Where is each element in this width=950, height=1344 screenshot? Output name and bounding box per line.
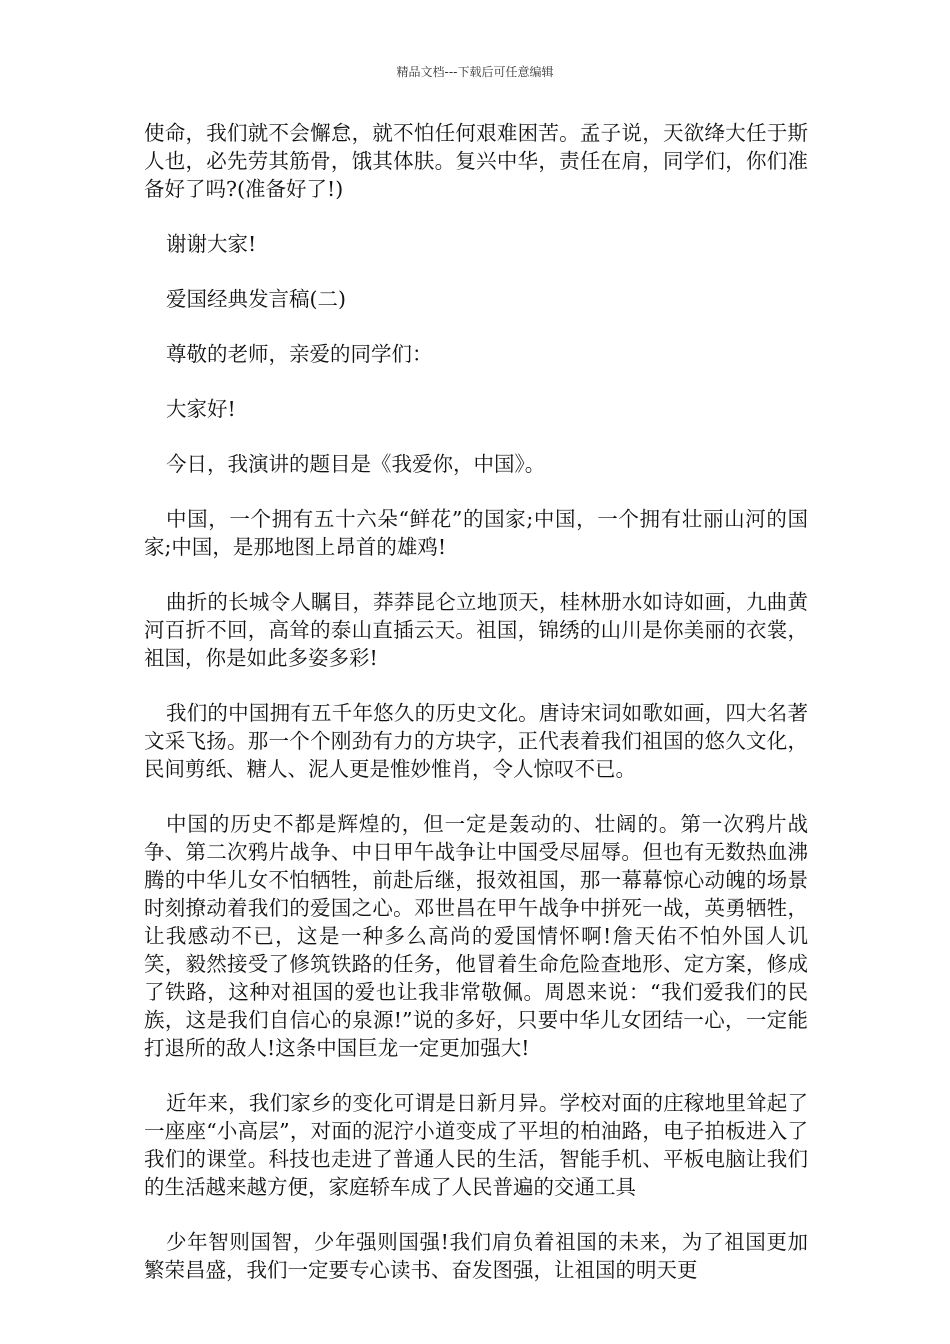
paragraph-thanks: 谢谢大家! [166, 232, 257, 256]
paragraph-china: 中国，一个拥有五十六朵“鲜花”的国家;中国，一个拥有壮丽山河的国家;中国，是那地图上昂首的雄鸡! [144, 507, 808, 559]
paragraph-history: 中国的历史不都是辉煌的，但一定是轰动的、壮阔的。第一次鸦片战争、第二次鸦片战争、中日甲午战争让中国受尽屈辱。但也有无数热血沸腾的中华儿女不怕牺牲，前赴后继，报效祖国，那一幕幕惊心动魄的场景时刻撩动着我们的爱国之心。邓世昌在甲午战争中拼死一战，英勇牺牲，让我感动不已，这是一种多么高尚的爱国情怀啊!詹天佑不怕外国人讥笑，毅然接受了修筑铁路的任务，他冒着生命危险查地形、定方案，修成了铁路，这种对祖国的爱也让我非常敬佩。周恩来说：“我们爱我们的民族，这是我们自信心的泉源!”说的多好，只要中华儿女团结一心，一定能打退所的敌人!这条中国巨龙一定更加强大! [144, 812, 808, 1060]
paragraph-landscape: 曲折的长城令人瞩目，莽莽昆仑立地顶天，桂林册水如诗如画，九曲黄河百折不回，高耸的泰山直插云天。祖国，锦绣的山川是你美丽的衣裳，祖国，你是如此多姿多彩! [144, 590, 808, 670]
paragraph-culture: 我们的中国拥有五千年悠久的历史文化。唐诗宋词如歌如画，四大名著文采飞扬。那一个个刚劲有力的方块字，正代表着我们祖国的悠久文化，民间剪纸、糖人、泥人更是惟妙惟肖，令人惊叹不已。 [144, 701, 808, 781]
paragraph-topic: 今日，我演讲的题目是《我爱你，中国》。 [166, 452, 546, 476]
document-body [144, 119, 808, 1311]
paragraph-hometown: 近年来，我们家乡的变化可谓是日新月异。学校对面的庄稼地里耸起了一座座“小高层”，对面的泥泞小道变成了平坦的柏油路，电子拍板进入了我们的课堂。科技也走进了普通人民的生活，智能手机、平板电脑让我们的生活越来越方便，家庭轿车成了人民普遍的交通工具 [144, 1091, 808, 1199]
paragraph-greeting: 大家好! [166, 397, 236, 421]
paragraph-youth: 少年智则国智，少年强则国强!我们肩负着祖国的未来，为了祖国更加繁荣昌盛，我们一定要专心读书、奋发图强，让祖国的明天更 [144, 1230, 808, 1282]
page-header: 精品文档---下载后可任意编辑 [396, 65, 554, 79]
section-title: 爱国经典发言稿(二) [166, 287, 346, 311]
paragraph-salutation: 尊敬的老师，亲爱的同学们： [166, 342, 433, 366]
paragraph-continuation: 使命，我们就不会懈怠，就不怕任何艰难困苦。孟子说，天欲绛大任于斯人也，必先劳其筋骨，饿其体肤。复兴中华，责任在肩，同学们，你们准备好了吗?(准备好了!) [144, 121, 808, 201]
